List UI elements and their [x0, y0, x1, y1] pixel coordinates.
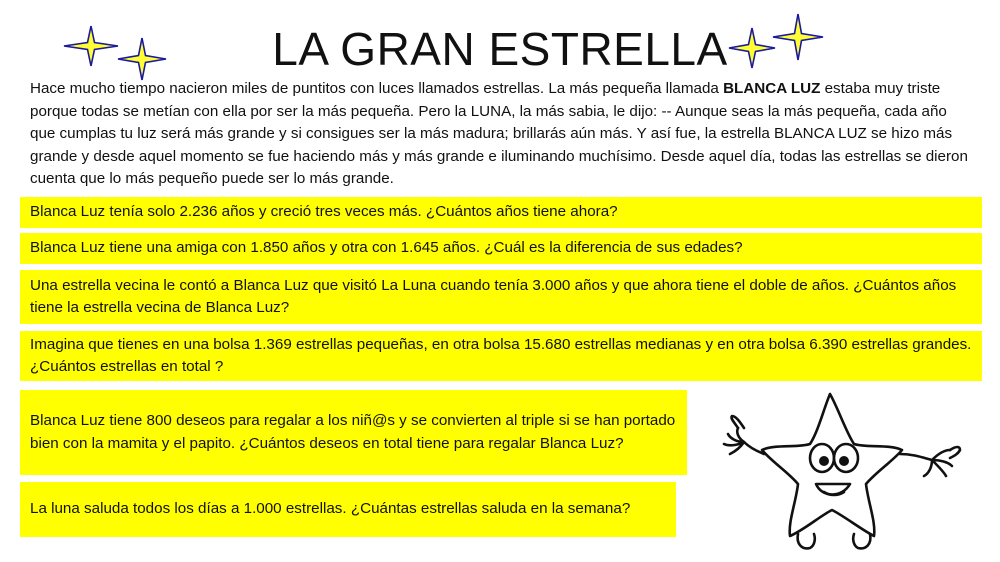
intro-paragraph [30, 78, 970, 191]
question-text: Blanca Luz tenía solo 2.236 años y creció tres veces más. ¿Cuántos años tiene ahora? [30, 203, 618, 221]
question-text: La luna saluda todos los días a 1.000 estrellas. ¿Cuántas estrellas saluda en la semana? [30, 500, 631, 518]
question-text: Una estrella vecina le contó a Blanca Luz que visitó La Luna cuando tenía 3.000 años y que ahora tiene el doble de años. ¿Cuántos años tiene la estrella vecina de Blanca Luz? [30, 276, 957, 316]
question-box-3 [20, 270, 982, 324]
question-text: Blanca Luz tiene 800 deseos para regalar a los niñ@s y se convierten al triple si se han portado bien con la mamita y el papito. ¿Cuántos deseos en total tiene para regalar Blanca Luz? [30, 412, 676, 452]
question-box-6 [20, 482, 676, 537]
question-text: Imagina que tienes en una bolsa 1.369 estrellas pequeñas, en otra bolsa 15.680 estrellas medianas y en otra bolsa 6.390 estrellas grandes. ¿Cuántos estrellas en total ? [30, 335, 972, 375]
question-text: Blanca Luz tiene una amiga con 1.850 años y otra con 1.645 años. ¿Cuál es la diferencia de sus edades? [30, 239, 743, 257]
star-mascot-illustration [718, 388, 990, 560]
page-title: LA GRAN ESTRELLA [272, 23, 728, 75]
intro-bold-name: BLANCA LUZ [723, 80, 821, 97]
intro-text: Hace mucho tiempo nacieron miles de puntitos con luces llamados estrellas. La más pequeña llamada [30, 80, 724, 97]
question-box-1 [20, 197, 982, 228]
question-box-2 [20, 233, 982, 264]
question-box-4 [20, 331, 982, 381]
question-box-5 [20, 390, 687, 475]
intro-text: estaba muy triste porque todas se metían con ella por ser la más pequeña. Pero la LUNA, la más sabia, le dijo: -- Aunque seas la más pequeña, cada año que cumplas tu luz será más grande y si consigues ser la más madura; brillarás aún más. Y así fue, la estrella BLANCA LUZ se hizo más grande y desde aquel momento se fue haciendo más y más grande e iluminando muchísimo. Desde aquel día, todas las estrellas se dieron cuenta que lo más pequeño puede ser lo más grande. [30, 80, 968, 188]
